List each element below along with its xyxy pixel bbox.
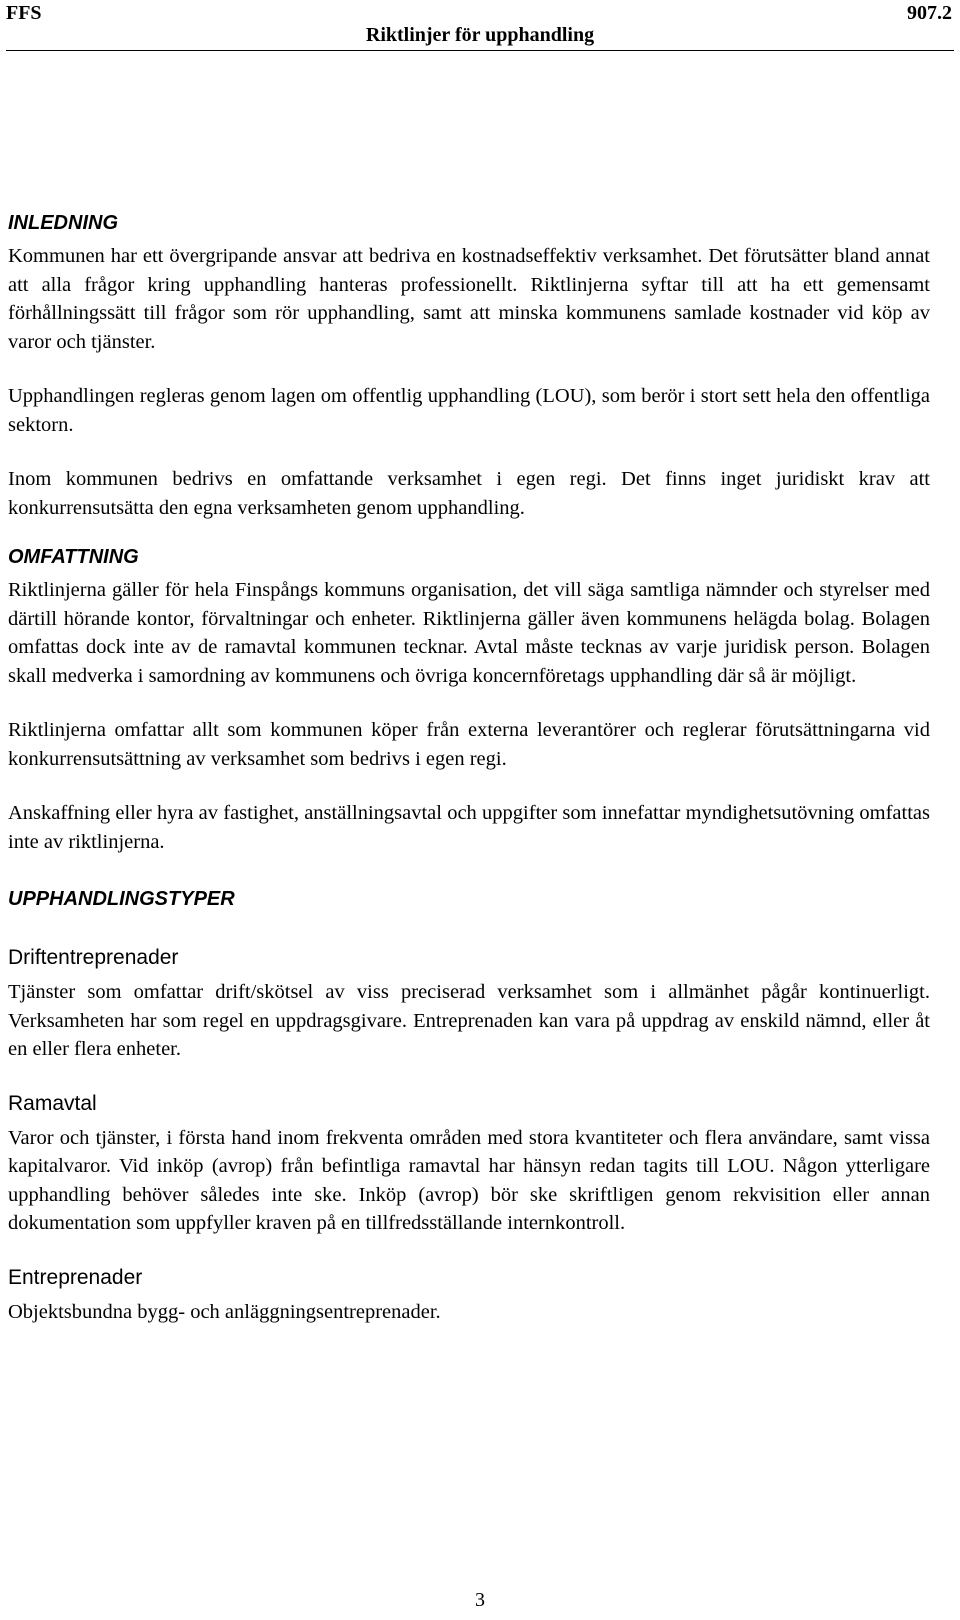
subheading-ramavtal: Ramavtal: [8, 1091, 97, 1115]
page-header: [0, 0, 960, 60]
document-title: Riktlinjer för upphandling: [365, 24, 595, 46]
paragraph: Anskaffning eller hyra av fastighet, anställningsavtal och uppgifter som innefattar myndighetsutövning omfattas inte av riktlinjerna.: [8, 802, 930, 853]
paragraph: Upphandlingen regleras genom lagen om offentlig upphandling (LOU), som berör i stort sett hela den offentliga sektorn.: [8, 385, 930, 436]
header-divider: [6, 50, 954, 51]
page-number: 3: [475, 1589, 485, 1611]
paragraph: Tjänster som omfattar drift/skötsel av viss preciserad verksamhet som i allmänhet pågår kontinuerligt. Verksamheten har som regel en uppdragsgivare. Entreprenaden kan vara på uppdrag av enskild nämnd, eller åt en eller flera enheter.: [8, 981, 930, 1060]
paragraph: Kommunen har ett övergripande ansvar att bedriva en kostnadseffektiv verksamhet. Det förutsätter bland annat att alla frågor kring upphandling hanteras professionellt. Riktlinjerna syftar till att ha ett gemensamt förhållningssätt till frågor som rör upphandling, samt att minska kommunens samlade kostnader vid köp av varor och tjänster.: [8, 245, 930, 353]
section-heading-upphandlingstyper: UPPHANDLINGSTYPER: [8, 888, 235, 910]
section-heading-inledning: INLEDNING: [8, 212, 118, 234]
header-code: FFS: [6, 2, 42, 24]
paragraph: Inom kommunen bedrivs en omfattande verksamhet i egen regi. Det finns inget juridiskt krav att konkurrensutsätta den egna verksamheten genom upphandling.: [8, 468, 930, 519]
paragraph: Varor och tjänster, i första hand inom frekventa områden med stora kvantiteter och flera användare, samt vissa kapitalvaror. Vid inköp (avrop) från befintliga ramavtal har hänsyn redan tagits till LOU. Någon ytterligare upphandling behöver således inte ske. Inköp (avrop) bör ske skriftligen genom rekvisition eller annan dokumentation som uppfyller kraven på en tillfredsställande internkontroll.: [8, 1126, 930, 1234]
subheading-driftentreprenader: Driftentreprenader: [8, 946, 179, 969]
subheading-entreprenader: Entreprenader: [8, 1265, 143, 1289]
paragraph: Riktlinjerna omfattar allt som kommunen köper från externa leverantörer och reglerar förutsättningarna vid konkurrensutsättning av verksamhet som bedrivs i egen regi.: [8, 719, 930, 770]
paragraph: Objektsbundna bygg- och anläggningsentreprenader.: [8, 1300, 441, 1323]
document-body: [8, 210, 930, 1326]
header-number: 907.2: [907, 2, 952, 24]
paragraph: Riktlinjerna gäller för hela Finspångs kommuns organisation, det vill säga samtliga nämnder och styrelser med därtill hörande kontor, förvaltningar och enheter. Riktlinjerna gäller även kommunens helägda bolag. Bolagen omfattas dock inte av de ramavtal kommunen tecknar. Avtal måste tecknas av varje juridisk person. Bolagen skall medverka i samordning av kommunens och övriga koncernföretags upphandling där så är möjligt.: [8, 579, 930, 687]
section-heading-omfattning: OMFATTNING: [8, 546, 139, 568]
